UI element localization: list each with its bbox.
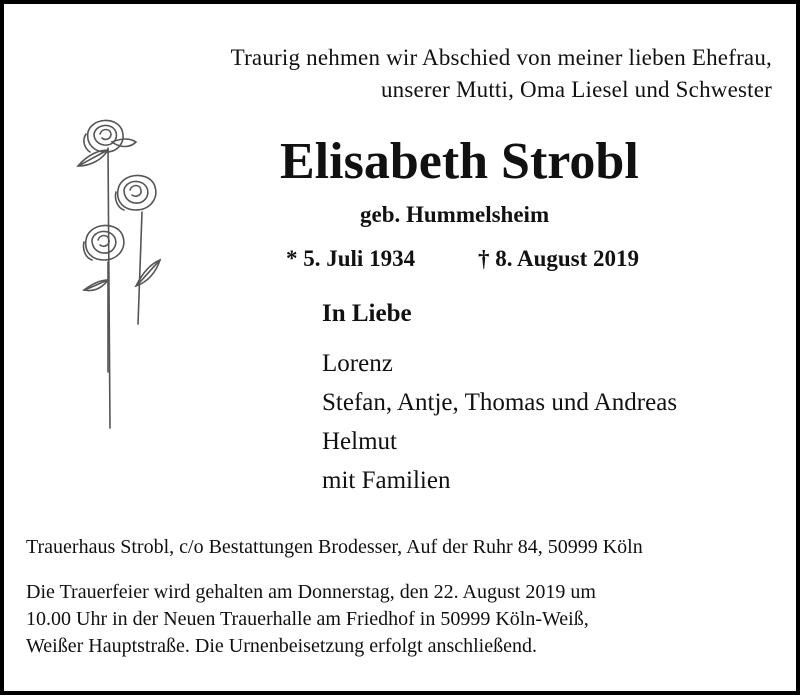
mourner-line: Lorenz bbox=[322, 350, 393, 377]
ceremony-line: Die Trauerfeier wird gehalten am Donnerstag, den 22. August 2019 um bbox=[26, 581, 596, 603]
death-date: † 8. August 2019 bbox=[478, 246, 640, 271]
ceremony-details bbox=[26, 579, 596, 660]
roses-icon bbox=[66, 112, 176, 432]
intro-line-1: Traurig nehmen wir Abschied von meiner lieben Ehefrau, bbox=[230, 45, 772, 70]
mourners-heading: In Liebe bbox=[322, 300, 412, 327]
intro-line-2: unserer Mutti, Oma Liesel und Schwester bbox=[380, 77, 772, 102]
mourner-line: Helmut bbox=[322, 428, 397, 455]
maiden-name: geb. Hummelsheim bbox=[360, 202, 550, 227]
ceremony-line: Weißer Hauptstraße. Die Urnenbeisetzung erfolgt anschließend. bbox=[26, 635, 537, 657]
mourners-list bbox=[322, 344, 677, 500]
deceased-name: Elisabeth Strobl bbox=[280, 133, 639, 190]
birth-date: * 5. Juli 1934 bbox=[286, 246, 416, 271]
mourning-house-address: Trauerhaus Strobl, c/o Bestattungen Brodesser, Auf der Ruhr 84, 50999 Köln bbox=[26, 536, 643, 558]
ceremony-line: 10.00 Uhr in der Neuen Trauerhalle am Friedhof in 50999 Köln-Weiß, bbox=[26, 608, 589, 630]
intro-text bbox=[231, 42, 772, 106]
mourner-line: Stefan, Antje, Thomas und Andreas bbox=[322, 389, 678, 416]
mourner-line: mit Familien bbox=[322, 467, 451, 494]
